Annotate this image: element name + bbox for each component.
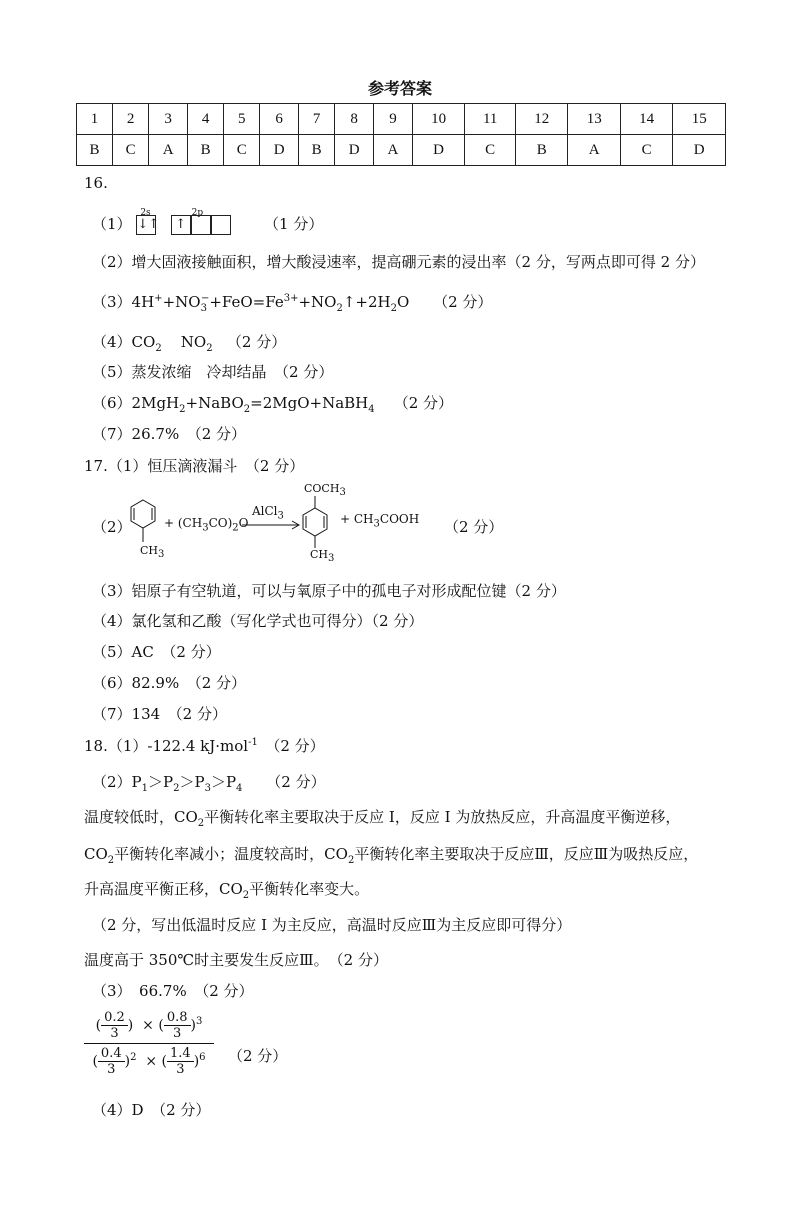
q16-p1-score: （1 分） (264, 215, 324, 233)
q16-part4: $(4)CO_2$ $NO_2$ （2 分） (92, 333, 287, 354)
text: 平衡转化率主要取决于反应 I，反应 I 为放热反应，升高温度平衡逆移， (204, 808, 681, 826)
question-number: 11 (465, 104, 516, 135)
exponent: 3 (195, 1015, 203, 1027)
byproduct-text: + CH (340, 512, 374, 526)
answer-cell: D (335, 135, 374, 166)
answer-cell: A (374, 135, 413, 166)
eq-part: +FeO=Fe (209, 293, 284, 311)
answer-cell: B (188, 135, 224, 166)
q17-part7: （7）134 （2 分） (92, 705, 227, 723)
q16-p1-label: （1） (92, 215, 132, 233)
text: 平衡转化率减小；温度较高时，CO (114, 845, 348, 863)
question-number: 3 (149, 104, 188, 135)
q16-part1 (92, 208, 324, 235)
numerator: 0.8 (164, 1010, 191, 1026)
fraction (164, 1010, 191, 1041)
q16-part2: （2）增大固液接触面积，增大酸浸速率，提高硼元素的浸出率（2 分，写两点即可得 2 分） (92, 253, 705, 271)
q17-p2-score: （2 分） (444, 518, 504, 536)
eq-part: +NO (162, 293, 201, 311)
q18-p1-score: （2 分） (257, 737, 325, 755)
acetic-anhydride: + $(CH_3CO)_2O$ (164, 516, 249, 534)
exponent: 6 (199, 1051, 206, 1063)
q17-part1: 17.（1）恒压滴液漏斗 （2 分） (84, 457, 305, 475)
question-number: 9 (374, 104, 413, 135)
text: 升高温度平衡正移，CO (84, 880, 243, 898)
page-title: 参考答案 (367, 79, 432, 98)
q16-p3-score: （2 分） (433, 293, 493, 311)
answer-cell: C (113, 135, 149, 166)
q16-part5: （5）蒸发浓缩 冷却结晶 （2 分） (92, 363, 334, 381)
question-number: 5 (224, 104, 260, 135)
question-number: 6 (260, 104, 299, 135)
question-number: 12 (516, 104, 568, 135)
question-number: 1 (77, 104, 113, 135)
denominator: 3 (173, 1026, 182, 1041)
numerator: 0.4 (98, 1046, 125, 1062)
q16-p3-label: （3） (92, 293, 132, 311)
exponent: 2 (130, 1051, 137, 1063)
q16-p6-score: （2 分） (393, 394, 454, 412)
q17-p2-label: （2） (92, 518, 132, 536)
answer-cell: B (77, 135, 113, 166)
answer-cell: A (149, 135, 188, 166)
question-number: 4 (188, 104, 224, 135)
orbital-2p-label: 2p (191, 208, 204, 218)
answer-cell: A (568, 135, 620, 166)
answer-cell: D (412, 135, 464, 166)
orbital-2s-box (136, 208, 160, 235)
catalyst-text: AlCl (252, 504, 278, 518)
eq-part: =2MgO+NaBH (250, 394, 369, 412)
frac-score: （2 分） (228, 1047, 288, 1065)
q16-number: 16. (84, 174, 108, 192)
ch3-label: CH (140, 544, 159, 557)
question-number: 14 (620, 104, 672, 135)
eq-part: +NO (298, 293, 337, 311)
q17-part6: （6）82.9% （2 分） (92, 674, 247, 692)
gt-sign: ＞P (148, 773, 174, 791)
q18-explain-line1: 温度较低时，$CO_2$平衡转化率主要取决于反应 I，反应 I 为放热反应，升高温度平衡逆移， (84, 808, 681, 829)
q17-part5: （5）AC （2 分） (92, 643, 221, 661)
fraction (167, 1046, 194, 1077)
product-ch3: $CH_3$ (310, 548, 335, 565)
orbital-2p-box-1 (171, 208, 204, 235)
q18-explain-line4: （2 分，写出低温时反应 I 为主反应，高温时反应Ⅲ为主反应即可得分） (92, 916, 572, 934)
acetyl-group: $COCH_3$ (304, 482, 346, 499)
denominator: 3 (110, 1026, 119, 1041)
orbital-2s-label: 2s (140, 208, 151, 218)
q18-part2: $(2)P_1>P_2>P_3>P_4$ （2 分） (92, 773, 326, 794)
answer-cell: C (465, 135, 516, 166)
eq-part: O (396, 293, 410, 311)
q16-part6: （6）2MgH$_2$+NaBO$_2$=2MgO+NaBH$_4$ （2 分） (92, 394, 454, 415)
enthalpy-text: 18.（1）-122.4 kJ·mol (84, 737, 249, 755)
question-number: 15 (673, 104, 726, 135)
fraction (101, 1010, 128, 1041)
text: 平衡转化率变大。 (249, 880, 370, 898)
byproduct: + $CH_3COOH$ (340, 512, 420, 530)
q18-explain-line5: 温度高于 350℃时主要发生反应Ⅲ。 （2 分） (84, 951, 388, 969)
q17-part4: （4）氯化氢和乙酸（写化学式也可得分）（2 分） (92, 612, 424, 630)
answer-cell: D (260, 135, 299, 166)
eq-part: ↑+2H (342, 293, 391, 311)
answer-cell: C (620, 135, 672, 166)
q16-p4-score: （2 分） (226, 333, 287, 351)
text: CO (84, 845, 108, 863)
q18-p2-label: （2）P (92, 773, 142, 791)
denominator: 3 (176, 1062, 185, 1077)
answer-row (77, 135, 726, 166)
numerator: 0.2 (101, 1010, 128, 1026)
question-number: 8 (335, 104, 374, 135)
q18-part1: 18.（1）-122.4 kJ·mol$^{-1}$ （2 分） (84, 737, 325, 755)
question-number: 7 (299, 104, 335, 135)
gt-sign: ＞P (210, 773, 237, 791)
answer-cell: B (516, 135, 568, 166)
reagent-text: + (CH (164, 516, 203, 530)
answer-cell: B (299, 135, 335, 166)
no2-formula: NO (180, 333, 207, 351)
q18-explain-line3: 升高温度平衡正移，$CO_2$平衡转化率变大。 (84, 880, 370, 901)
orbital-2p-arrow: ↑ (175, 217, 187, 232)
gt-sign: ＞P (179, 773, 205, 791)
answer-table (76, 103, 726, 166)
question-number-row (77, 104, 726, 135)
q16-p4-label: （4）CO (92, 333, 156, 351)
orbital-2s-arrows: ↓↑ (137, 217, 160, 232)
eq-part: 4H (131, 293, 155, 311)
toluene-ch3: $CH_3$ (140, 544, 165, 561)
orbital-2p-box-2 (191, 215, 211, 235)
equilibrium-constant-expression: ( $\frac{0.2}{3}$ ) × ( $\frac{0.8}{3}$ )$^3$ ( $\frac{0.4}{3}$ )$^2$ × ( $\frac{1.4}{3}$ )$^6$ (84, 1010, 214, 1077)
numerator: 1.4 (167, 1046, 194, 1062)
q16-part3: $(3)4H^++NO_3^-+FeO=Fe^{3+}+NO_2↑+2H_2O$ （2 分） (92, 293, 493, 314)
question-number: 10 (412, 104, 464, 135)
q18-part4: （4）D （2 分） (92, 1101, 211, 1119)
answer-cell: D (673, 135, 726, 166)
denominator: 3 (107, 1062, 116, 1077)
q18-explain-line2: $CO_2$平衡转化率减小；温度较高时，$CO_2$平衡转化率主要取决于反应Ⅲ，反应Ⅲ为吸热反应， (84, 845, 699, 866)
reaction-arrow-icon (242, 520, 302, 530)
orbital-2p-box-3 (211, 215, 231, 235)
q16-p6-label: （6）2MgH (92, 394, 180, 412)
q17-reaction (92, 482, 692, 567)
text: 平衡转化率主要取决于反应Ⅲ，反应Ⅲ为吸热反应， (354, 845, 699, 863)
answer-cell: C (224, 135, 260, 166)
q18-part3: （3） 66.7% （2 分） (92, 982, 254, 1000)
q18-p2-score: （2 分） (266, 773, 326, 791)
question-number: 13 (568, 104, 620, 135)
q16-part7: （7）26.7% （2 分） (92, 425, 247, 443)
text: 温度较低时，CO (84, 808, 198, 826)
coch3-text: COCH (304, 482, 340, 495)
catalyst-label: AlCl$_3$ (252, 504, 284, 522)
question-number: 2 (113, 104, 149, 135)
fraction (98, 1046, 125, 1077)
eq-part: +NaBO (185, 394, 244, 412)
ch3-label: CH (310, 548, 329, 561)
q17-part3: （3）铝原子有空轨道，可以与氧原子中的孤电子对形成配位键（2 分） (92, 582, 566, 600)
